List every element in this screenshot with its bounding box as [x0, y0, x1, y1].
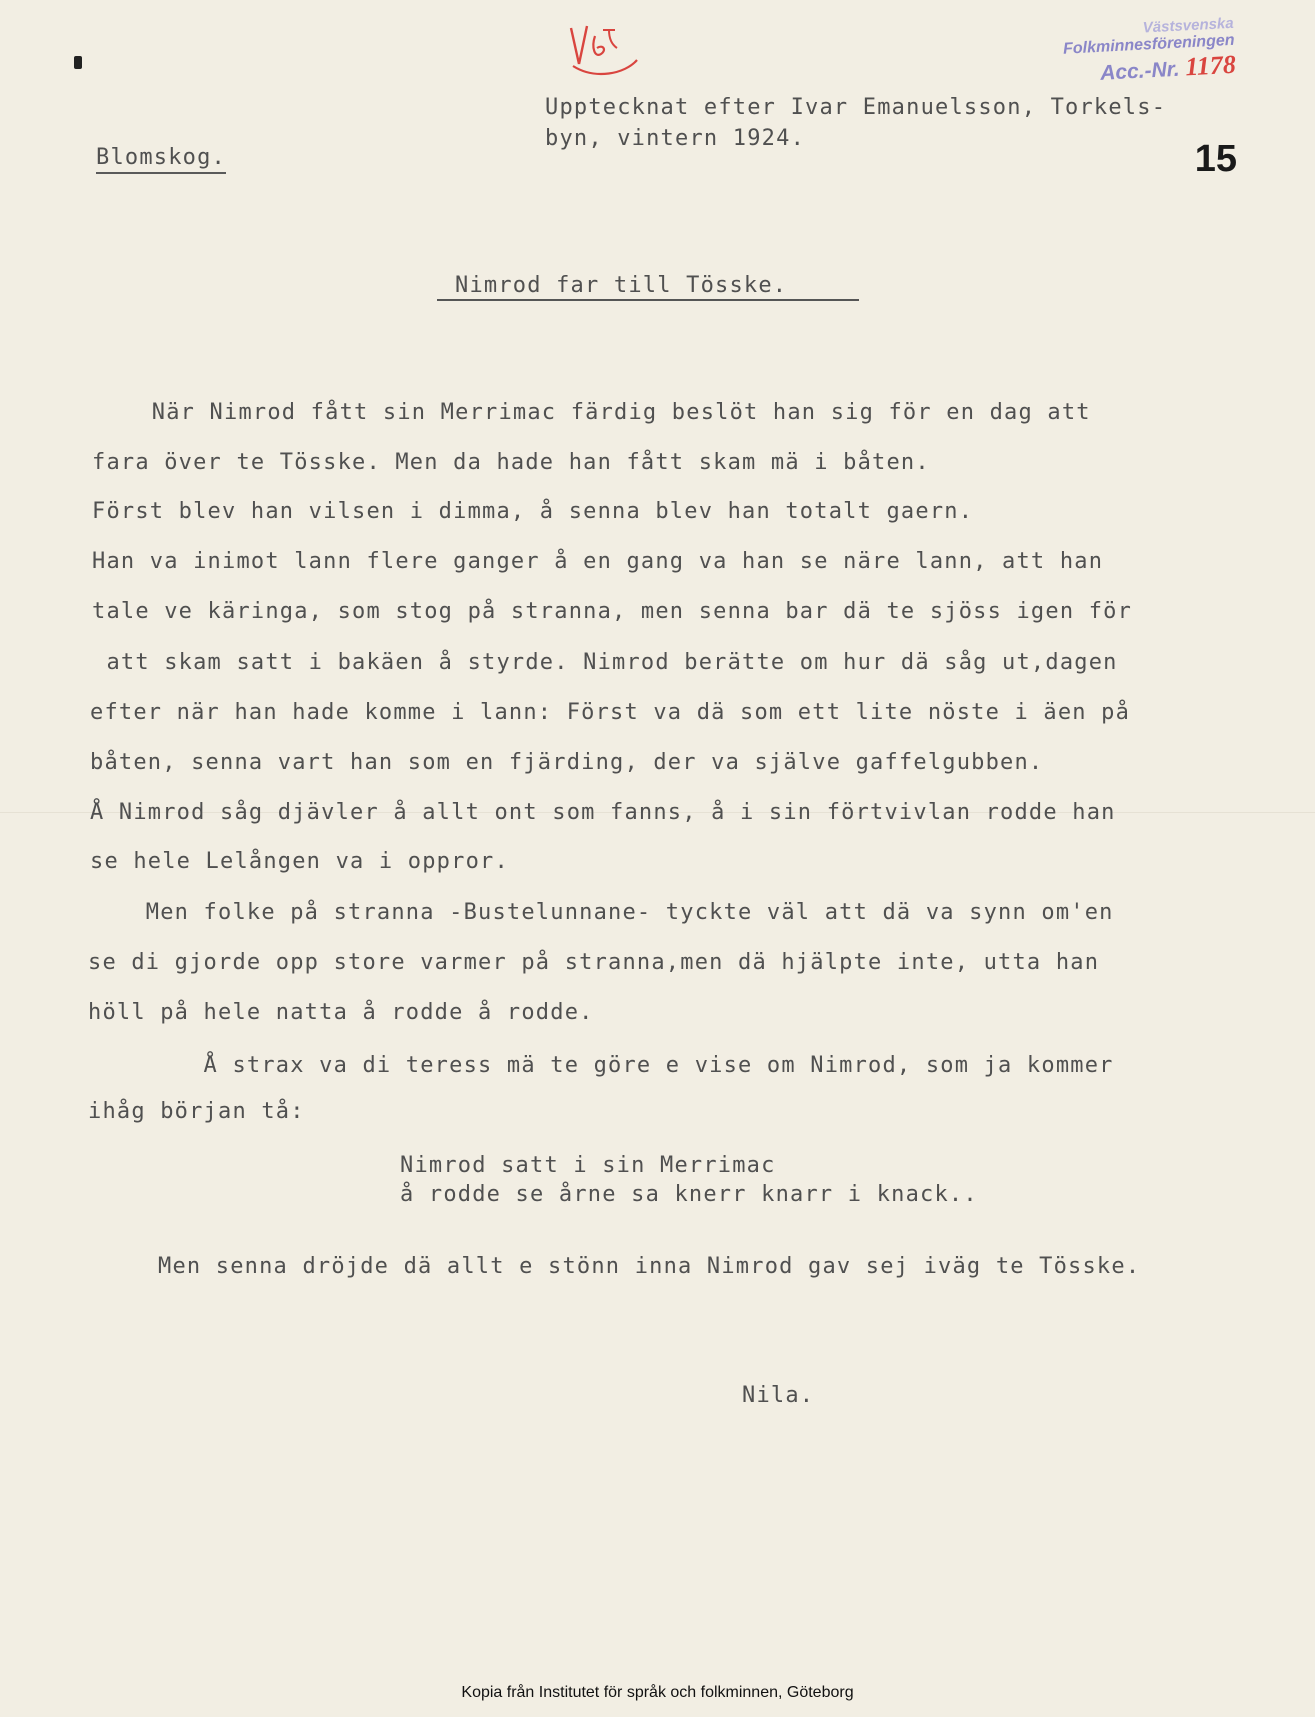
verse-line-1: Nimrod satt i sin Merrimac — [400, 1153, 776, 1178]
stamp-line-2: Folkminnesföreningen — [1062, 31, 1235, 58]
body-line-5: tale ve käringa, som stog på stranna, men senna bar dä te sjöss igen för — [92, 599, 1133, 624]
body-line-7: efter när han hade komme i lann: Först va dä som ett lite nöste i äen på — [90, 700, 1131, 725]
page-number: 15 — [1194, 138, 1237, 180]
title-underline — [437, 299, 859, 301]
archive-stamp — [1033, 15, 1236, 90]
body-line-12: se di gjorde opp store varmer på stranna,men dä hjälpte inte, utta han — [88, 950, 1100, 975]
footer-credit: Kopia från Institutet för språk och folkminnen, Göteborg — [461, 1684, 854, 1701]
body-line-3: Först blev han vilsen i dimma, å senna blev han totalt gaern. — [92, 499, 974, 524]
ink-mark — [74, 56, 82, 69]
source-line-1: Upptecknat efter Ivar Emanuelsson, Torkels- — [545, 95, 1167, 120]
verse-line-2: å rodde se årne sa knerr knarr i knack.. — [400, 1182, 978, 1207]
body-line-11: Men folke på stranna -Bustelunnane- tyckte väl att dä va synn om'en — [88, 900, 1114, 925]
stamp-acc-label: Acc.-Nr. — [1099, 57, 1181, 85]
body-line-6: att skam satt i bakäen å styrde. Nimrod berätte om hur dä såg ut,dagen — [92, 650, 1118, 675]
signature: Nila. — [742, 1383, 815, 1408]
closing-line: Men senna dröjde dä allt e stönn inna Nimrod gav sej iväg te Tösske. — [158, 1254, 1141, 1279]
red-pencil-number — [565, 18, 645, 78]
body-line-2: fara över te Tösske. Men da hade han fått skam mä i båten. — [92, 450, 930, 475]
body-line-4: Han va inimot lann flere ganger å en gang va han se näre lann, att han — [92, 549, 1104, 574]
body-line-13: höll på hele natta å rodde å rodde. — [88, 1000, 594, 1025]
body-line-15: ihåg början tå: — [88, 1099, 305, 1124]
body-line-10: se hele Lelången va i oppror. — [90, 849, 509, 874]
body-line-9: Å Nimrod såg djävler å allt ont som fanns, å i sin förtvivlan rodde han — [90, 800, 1116, 825]
stamp-acc-number: 1178 — [1184, 49, 1237, 82]
source-line-2: byn, vintern 1924. — [545, 126, 806, 151]
body-line-14: Å strax va di teress mä te göre e vise om Nimrod, som ja kommer — [88, 1053, 1114, 1078]
body-line-8: båten, senna vart han som en fjärding, der va själve gaffelgubben. — [90, 750, 1044, 775]
place-heading: Blomskog. — [96, 145, 226, 174]
body-line-1: När Nimrod fått sin Merrimac färdig beslöt han sig för en dag att — [94, 400, 1091, 425]
document-title: Nimrod far till Tösske. — [455, 273, 788, 298]
stamp-line-1: Västsvenska — [1142, 14, 1235, 37]
